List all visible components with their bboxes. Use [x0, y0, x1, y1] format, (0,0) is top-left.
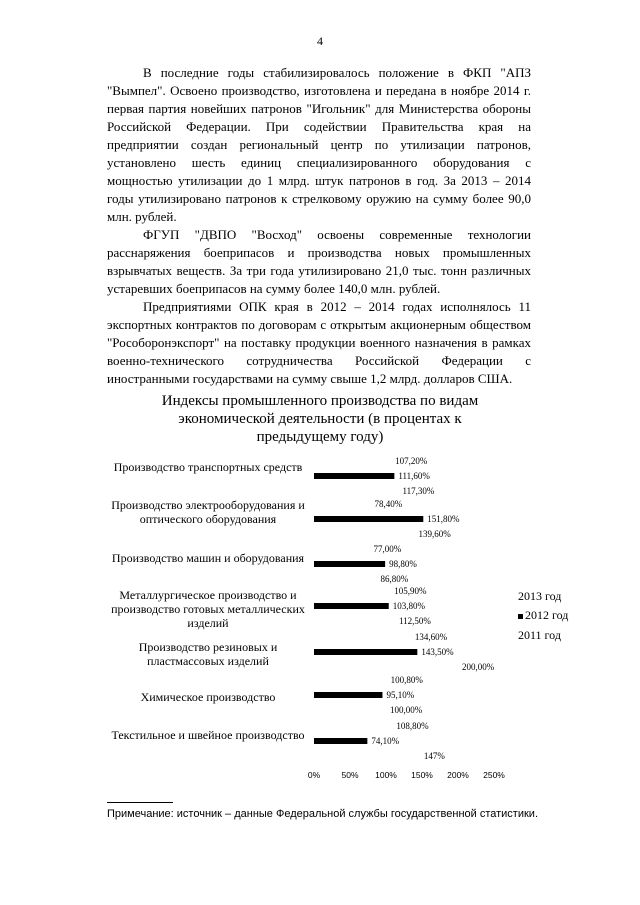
x-tick-label: 150% [411, 770, 433, 780]
data-label: 143,50% [421, 647, 454, 657]
data-label: 117,30% [402, 486, 435, 496]
bar-2012-год [314, 649, 417, 655]
data-label: 98,80% [389, 559, 417, 569]
category-label: Металлургическое производство и производство готовых металлических изделий [111, 588, 305, 630]
data-label: 95,10% [386, 690, 415, 700]
bar-2012-год [314, 603, 389, 609]
x-tick-label: 100% [375, 770, 397, 780]
data-label: 147% [423, 751, 445, 761]
x-tick-label: 0% [307, 770, 321, 780]
category-label: Производство транспортных средств [113, 460, 303, 474]
data-label: 112,50% [399, 616, 431, 626]
category-label: Производство резиновых и пластмассовых изделий [138, 640, 278, 668]
x-tick-label: 50% [341, 770, 359, 780]
bar-2012-год [314, 561, 385, 567]
bar-2012-год [314, 516, 423, 522]
category-label: Химическое производство [140, 690, 276, 704]
data-label: 108,80% [396, 721, 429, 731]
legend-item-2012 [518, 607, 598, 623]
data-label: 111,60% [398, 471, 430, 481]
category-label: Производство электрооборудования и оптического оборудования [111, 498, 305, 526]
data-label: 77,00% [373, 544, 402, 554]
bar-2012-год [314, 473, 394, 479]
data-label: 107,20% [395, 456, 428, 466]
paragraph-vympel: В последние годы стабилизировалось положение в ФКП "АПЗ "Вымпел". Освоено производство, изготовлена и передана в ноябре 2014 г. первая партия новейших патронов "Игольник" для Министерства обороны Российской Федерации. При содействии Правительства края на предприятии создан региональный центр по утилизации патронов, установлено шесть единиц специализированного оборудования с мощностью утилизации до 1 млрд. штук патронов в год. За 2013 – 2014 годы утилизировано патронов к стрелковому оружию на сумму более 90,0 млн. рублей. [107, 65, 531, 224]
category-label: Производство машин и оборудования [111, 551, 305, 565]
data-label: 78,40% [374, 499, 403, 509]
x-tick-label: 250% [483, 770, 505, 780]
data-label: 134,60% [414, 632, 448, 642]
legend-marker [518, 614, 523, 619]
chart-title: Индексы промышленного производства по видам экономической деятельности (в процентах к предыдущему году) [161, 393, 479, 445]
data-label: 100,80% [390, 675, 423, 685]
data-label: 105,90% [394, 586, 427, 596]
legend-item-2011 [518, 627, 598, 643]
data-label: 86,80% [380, 574, 409, 584]
data-label: 139,60% [418, 529, 451, 539]
data-label: 151,80% [427, 514, 460, 524]
paragraph-export: Предприятиями ОПК края в 2012 – 2014 годах исполнялось 11 экспортных контрактов по договорам с открытым акционерным обществом "Рособоронэкспорт" на поставку продукции военного назначения в рамках военно-технического сотрудничества Российской Федерации с иностранными государствами на сумму свыше 1,2 млрд. долларов США. [107, 299, 531, 386]
paragraph-voskhod: ФГУП "ДВПО "Восход" освоены современные технологии расснаряжения боеприпасов и производства новых промышленных взрывчатых веществ. За три года утилизировано 21,0 тыс. тонн различных устаревших боеприпасов на сумму более 140,0 млн. рублей. [107, 227, 531, 296]
legend-label: 2012 год [525, 608, 569, 622]
data-label: 100,00% [390, 705, 423, 715]
legend-item-2013 [518, 588, 598, 604]
data-label: 103,80% [392, 601, 425, 611]
footnote-rule [107, 802, 173, 803]
page-number: 4 [317, 34, 323, 48]
legend-label: 2011 год [518, 628, 561, 642]
data-label: 200,00% [462, 662, 495, 672]
legend-label: 2013 год [518, 589, 562, 603]
category-label: Текстильное и швейное производство [111, 728, 305, 742]
data-label: 74,10% [371, 736, 400, 746]
x-tick-label: 200% [447, 770, 469, 780]
bar-2012-год [314, 738, 367, 744]
footnote: Примечание: источник – данные Федеральной службы государственной статистики. [107, 808, 539, 820]
bar-2012-год [314, 692, 382, 698]
